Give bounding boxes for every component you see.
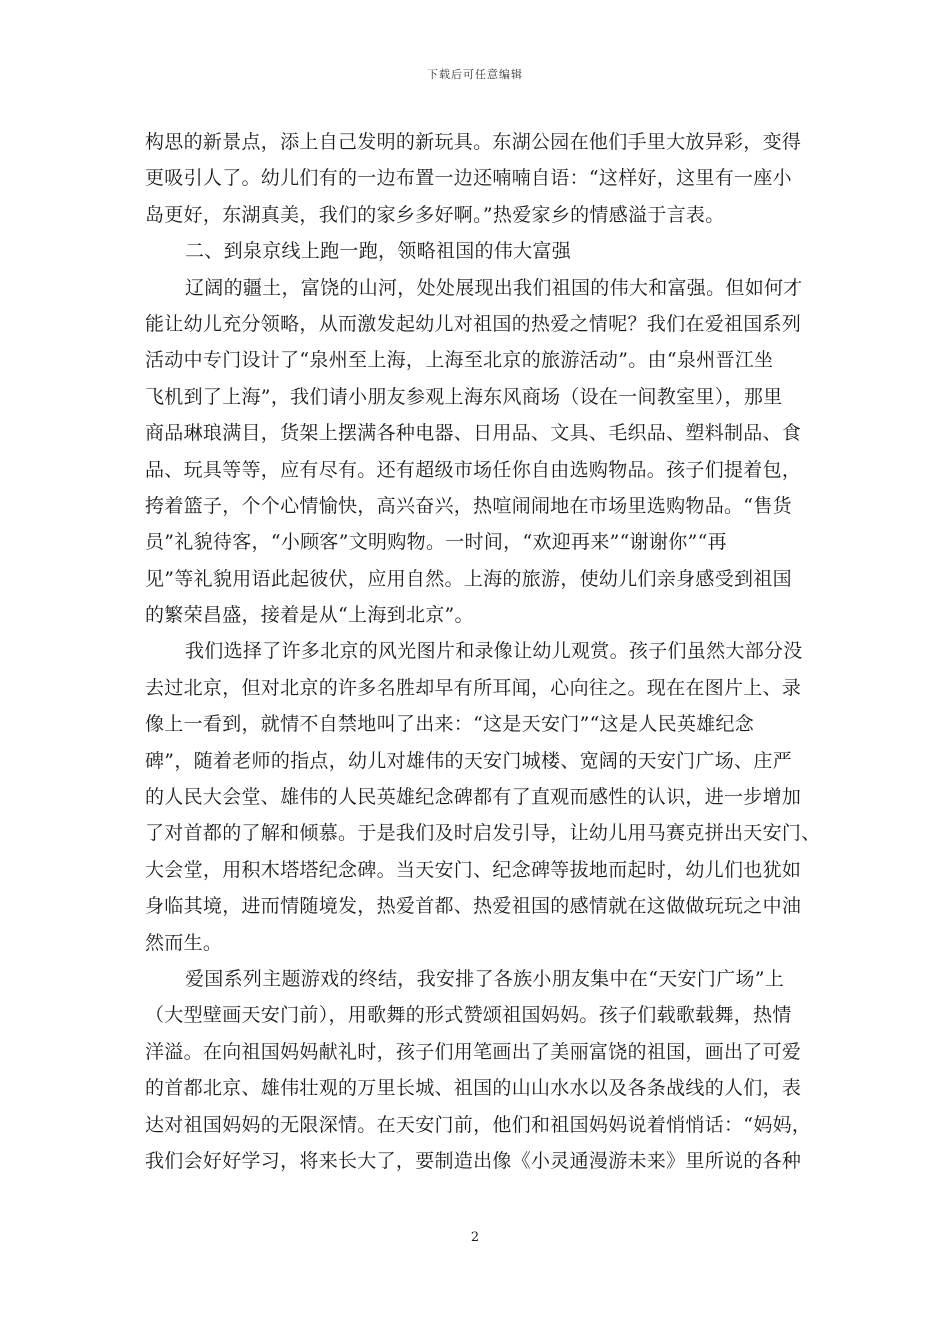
section-heading: 二、到泉京线上跑一跑，领略祖国的伟大富强	[185, 240, 572, 263]
text-line: 大会堂，用积木塔塔纪念碑。当天安门、纪念碑等拔地而起时，幼儿们也犹如	[145, 858, 802, 881]
text-line: 达对祖国妈妈的无限深情。在天安门前，他们和祖国妈妈说着悄悄话：“妈妈，	[145, 1113, 812, 1136]
text-line: 像上一看到，就情不自禁地叫了出来：“这是天安门”“这是人民英雄纪念	[145, 713, 755, 736]
document-body	[145, 124, 821, 1179]
text-line: 更吸引人了。幼儿们有的一边布置一边还喃喃自语：“这样好，这里有一座小	[145, 167, 792, 190]
page-header-note: 下载后可任意编辑	[427, 68, 523, 81]
page-number: 2	[470, 1230, 480, 1245]
text-line: 活动中专门设计了“泉州至上海，上海至北京的旅游活动”。由“泉州晋江坐	[145, 349, 774, 372]
text-line: 岛更好，东湖真美，我们的家乡多好啊。”热爱家乡的情感溢于言表。	[145, 203, 725, 226]
text-line: 构思的新景点，添上自己发明的新玩具。东湖公园在他们手里大放异彩，变得	[145, 131, 802, 153]
text-line: 的繁荣昌盛，接着是从“上海到北京”。	[145, 604, 474, 627]
text-line: 挎着篮子，个个心情愉快，高兴奋兴，热喧闹闹地在市场里选购物品。“售货	[145, 494, 792, 517]
text-line: （大型壁画天安门前），用歌舞的形式赞颂祖国妈妈。孩子们载歌载舞，热情	[145, 1004, 792, 1027]
text-line: 洋溢。在向祖国妈妈献礼时，孩子们用笔画出了美丽富饶的祖国，画出了可爱	[145, 1040, 802, 1063]
text-line: 我们选择了许多北京的风光图片和录像让幼儿观赏。孩子们虽然大部分没	[185, 640, 803, 663]
text-line: 见”等礼貌用语此起彼伏，应用自然。上海的旅游，使幼儿们亲身感受到祖国	[145, 567, 792, 590]
text-line: 去过北京，但对北京的许多名胜却早有所耳闻，心向往之。现在在图片上、录	[145, 676, 802, 699]
text-line: 品、玩具等等，应有尽有。还有超级市场任你自由选购物品。孩子们提着包，	[145, 458, 802, 481]
text-line: 爱国系列主题游戏的终结，我安排了各族小朋友集中在“天安门广场”上	[185, 967, 785, 990]
text-line: 辽阔的疆土，富饶的山河，处处展现出我们祖国的伟大和富强。但如何才	[185, 276, 803, 299]
text-line: 了对首都的了解和倾慕。于是我们及时启发引导，让幼儿用马赛克拼出天安门、	[145, 822, 821, 845]
text-line: 商品琳琅满目，货架上摆满各种电器、日用品、文具、毛织品、塑料制品、食	[145, 422, 802, 445]
text-line: 的首都北京、雄伟壮观的万里长城、祖国的山山水水以及各条战线的人们，表	[145, 1077, 802, 1100]
text-line: 员”礼貌待客，“小顾客”文明购物。一时间，“欢迎再来”“谢谢你”“再	[145, 531, 727, 554]
text-line: 的人民大会堂、雄伟的人民英雄纪念碑都有了直观而感性的认识，进一步增加	[145, 786, 802, 809]
text-line: 能让幼儿充分领略，从而激发起幼儿对祖国的热爱之情呢？我们在爱祖国系列	[145, 312, 802, 335]
text-line: 飞机到了上海”，我们请小朋友参观上海东风商场（设在一间教室里），那里	[145, 385, 783, 408]
text-line: 身临其境，进而情随境发，热爱首都、热爱祖国的感情就在这做做玩玩之中油	[145, 895, 802, 918]
text-line: 然而生。	[145, 931, 223, 954]
text-line: 碑”，随着老师的指点，幼儿对雄伟的天安门城楼、宽阔的天安门广场、庄严	[145, 749, 792, 772]
text-line: 我们会好好学习，将来长大了，要制造出像《小灵通漫游未来》里所说的各种	[145, 1149, 802, 1172]
